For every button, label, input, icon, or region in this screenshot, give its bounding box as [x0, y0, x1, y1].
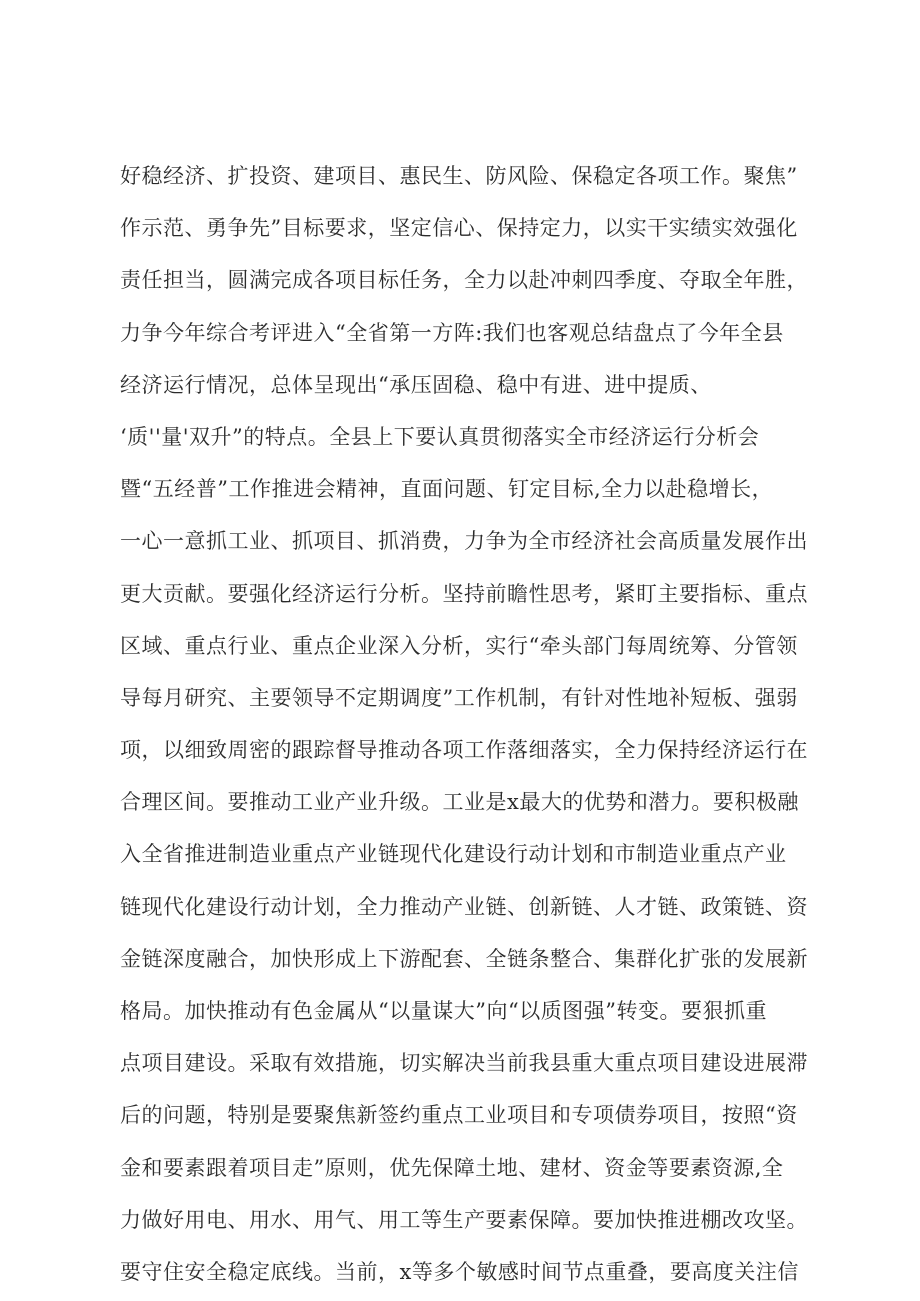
text-line: 暨“五经普”工作推进会精神，直面问题、钉定目标,全力以赴稳增长，	[120, 477, 774, 502]
text-line: 更大贡献。要强化经济运行分析。坚持前瞻性思考，紧盯主要指标、重点	[120, 581, 808, 606]
text-line: 力争今年综合考评进入“全省第一方阵:我们也客观总结盘点了今年全县	[120, 320, 784, 345]
text-line: 导每月研究、主要领导不定期调度”工作机制，有针对性地补短板、强弱	[120, 685, 798, 710]
text-line: 一心一意抓工业、抓项目、抓消费，力争为全市经济社会高质量发展作出	[120, 529, 808, 554]
text-line: 力做好用电、用水、用气、用工等生产要素保障。要加快推进棚改攻坚。	[120, 1207, 808, 1232]
body-text	[120, 150, 810, 1298]
text-line: 责任担当，圆满完成各项目标任务，全力以赴冲刺四季度、夺取全年胜，	[120, 268, 808, 293]
text-line: ‘质''量'双升”的特点。全县上下要认真贯彻落实全市经济运行分析会	[120, 424, 760, 449]
text-line: 区域、重点行业、重点企业深入分析，实行“牵头部门每周统筹、分管领	[120, 633, 798, 658]
text-line: 要守住安全稳定底线。当前，x等多个敏感时间节点重叠，要高度关注信	[120, 1259, 799, 1284]
text-line: 入全省推进制造业重点产业链现代化建设行动计划和市制造业重点产业	[120, 842, 787, 867]
text-line: 经济运行情况，总体呈现出“承压固稳、稳中有进、进中提质、	[120, 372, 712, 397]
text-line: 项，以细致周密的跟踪督导推动各项工作落细落实，全力保持经济运行在	[120, 738, 808, 763]
text-line: 点项目建设。采取有效措施，切实解决当前我县重大重点项目建设进展滞	[120, 1051, 808, 1076]
text-line: 后的问题，特别是要聚焦新签约重点工业项目和专项债券项目，按照“资	[120, 1103, 798, 1128]
text-line: 作示范、勇争先”目标要求，坚定信心、保持定力，以实干实绩实效强化	[120, 216, 798, 241]
text-line: 合理区间。要推动工业产业升级。工业是x最大的优势和潜力。要积极融	[120, 790, 799, 815]
text-line: 链现代化建设行动计划，全力推动产业链、创新链、人才链、政策链、资	[120, 894, 808, 919]
text-line: 金链深度融合，加快形成上下游配套、全链条整合、集群化扩张的发展新	[120, 946, 808, 971]
text-line: 格局。加快推动有色金属从“以量谋大”向“以质图强”转变。要狠抓重	[120, 999, 767, 1023]
text-line: 金和要素跟着项目走”原则，优先保障土地、建材、资金等要素资源,全	[120, 1155, 784, 1180]
text-line: 好稳经济、扩投资、建项目、惠民生、防风险、保稳定各项工作。聚焦”	[120, 164, 798, 188]
